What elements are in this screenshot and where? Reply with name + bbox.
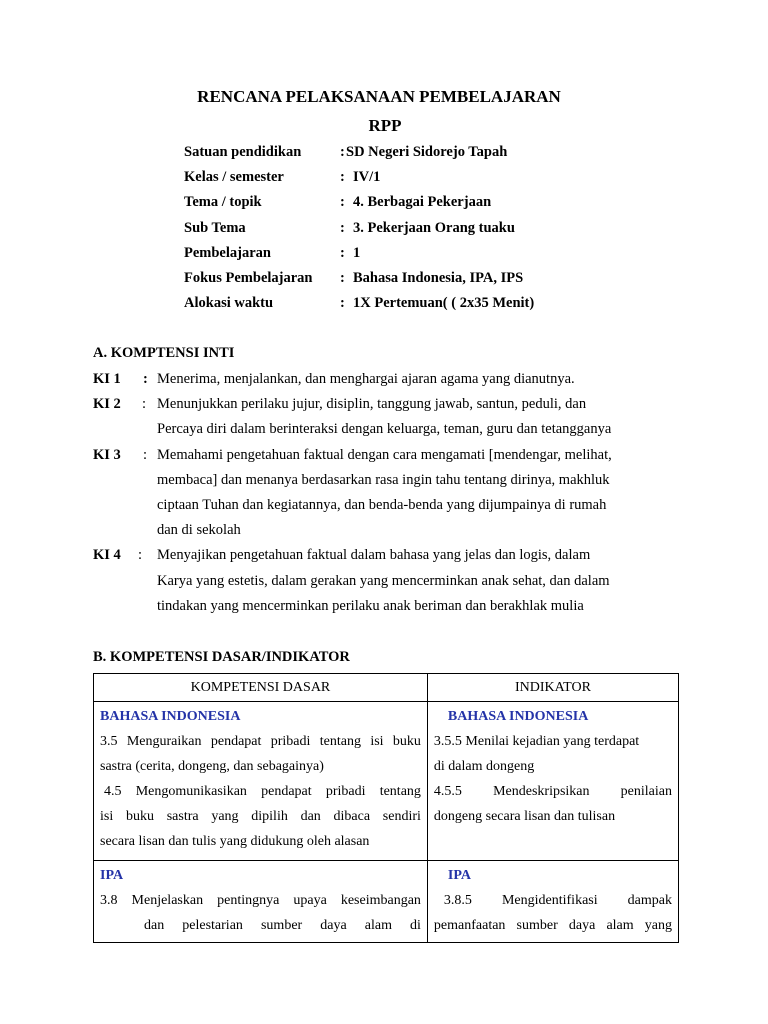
subject-label: IPA	[447, 868, 471, 883]
ki-text: Percaya diri dalam berinteraksi dengan keluarga, teman, guru dan tetangganya	[157, 421, 612, 438]
ki-text: Menunjukkan perilaku jujur, disiplin, tanggung jawab, santun, peduli, dan	[157, 396, 587, 413]
info-colon: :	[340, 219, 345, 236]
info-label: Alokasi waktu	[184, 295, 274, 312]
info-colon: :	[340, 144, 345, 160]
info-label: Satuan pendidikan	[184, 144, 302, 160]
ki-colon: :	[143, 371, 148, 387]
ki-label: KI 3	[93, 446, 121, 463]
ki-text: ciptaan Tuhan dan kegiatannya, dan benda-benda yang dijumpainya di rumah	[157, 496, 607, 513]
info-colon: :	[340, 244, 345, 261]
indicator-line: 3.5.5 Menilai kejadian yang terdapat	[433, 734, 640, 749]
ki-colon: :	[143, 446, 148, 463]
ki-label: KI 2	[93, 396, 121, 413]
indicator-line: 4.5.5 Mendeskripsikan penilaian	[433, 784, 672, 799]
ki-colon: :	[138, 547, 143, 564]
info-colon: :	[340, 269, 345, 286]
ki-text: Memahami pengetahuan faktual dengan cara mengamati [mendengar, melihat,	[157, 446, 612, 463]
kd-line: sastra (cerita, dongeng, dan sebagainya)	[100, 759, 324, 774]
info-value: 3. Pekerjaan Orang tuaku	[353, 219, 515, 236]
ki-text: Karya yang estetis, dalam gerakan yang mencerminkan anak sehat, dan dalam	[157, 572, 610, 589]
table-header-row	[94, 674, 679, 702]
info-colon: :	[340, 194, 345, 211]
info-value: 4. Berbagai Pekerjaan	[353, 194, 492, 211]
kd-line: 4.5 Mengomunikasikan pendapat pribadi tentang	[104, 784, 421, 799]
indicator-line: di dalam dongeng	[433, 759, 535, 774]
kd-line: isi buku sastra yang dipilih dan dibaca sendiri	[100, 809, 421, 824]
info-value: Bahasa Indonesia, IPA, IPS	[353, 269, 524, 286]
ki-text: tindakan yang mencerminkan perilaku anak beriman dan berakhlak mulia	[157, 597, 584, 614]
info-colon: :	[340, 169, 345, 186]
table-header-indicator: INDIKATOR	[427, 674, 678, 702]
info-value: SD Negeri Sidorejo Tapah	[346, 144, 508, 160]
document-title: RENCANA PELAKSANAAN PEMBELAJARAN	[197, 87, 561, 106]
indicator-line: 3.8.5 Mengidentifikasi dampak	[443, 893, 672, 908]
indicator-cell	[427, 861, 678, 943]
ki-text: Menyajikan pengetahuan faktual dalam bahasa yang jelas dan logis, dalam	[157, 547, 591, 564]
info-value: 1	[353, 244, 361, 261]
competency-table	[93, 673, 679, 943]
section-b-heading: B. KOMPETENSI DASAR/INDIKATOR	[93, 649, 350, 665]
table-header-kd: KOMPETENSI DASAR	[94, 674, 428, 702]
ki-text: membaca] dan menanya berdasarkan rasa ingin tahu tentang dirinya, makhluk	[157, 471, 610, 488]
info-value: IV/1	[353, 169, 381, 186]
kd-line: secara lisan dan tulis yang didukung oleh alasan	[100, 834, 370, 849]
info-label: Kelas / semester	[184, 169, 284, 186]
subject-label: BAHASA INDONESIA	[100, 709, 241, 724]
ki-text: Menerima, menjalankan, dan menghargai ajaran agama yang dianutnya.	[157, 371, 575, 387]
ki-text: dan di sekolah	[157, 522, 241, 539]
info-label: Pembelajaran	[184, 244, 271, 261]
kd-line: 3.8 Menjelaskan pentingnya upaya keseimbangan	[100, 893, 421, 908]
info-label: Tema / topik	[184, 194, 262, 211]
indicator-line: pemanfaatan sumber daya alam yang	[433, 918, 672, 933]
indicator-cell	[427, 702, 678, 861]
subject-label: IPA	[100, 868, 124, 883]
info-label: Fokus Pembelajaran	[184, 269, 313, 286]
info-label: Sub Tema	[184, 219, 246, 236]
kd-line: dan pelestarian sumber daya alam di	[144, 918, 421, 933]
info-value: 1X Pertemuan( ( 2x35 Menit)	[353, 295, 535, 312]
table-row	[94, 702, 679, 861]
ki-label: KI 1	[93, 371, 121, 387]
ki-colon: :	[142, 396, 147, 413]
kd-cell	[94, 861, 428, 943]
info-colon: :	[340, 295, 345, 312]
document-subtitle: RPP	[368, 116, 402, 135]
ki-label: KI 4	[93, 547, 121, 564]
table-row	[94, 861, 679, 943]
kd-line: 3.5 Menguraikan pendapat pribadi tentang isi buku	[100, 734, 421, 749]
section-a-heading: A. KOMPTENSI INTI	[93, 345, 235, 361]
kd-cell	[94, 702, 428, 861]
subject-label: BAHASA INDONESIA	[447, 709, 589, 724]
indicator-line: dongeng secara lisan dan tulisan	[433, 809, 616, 824]
